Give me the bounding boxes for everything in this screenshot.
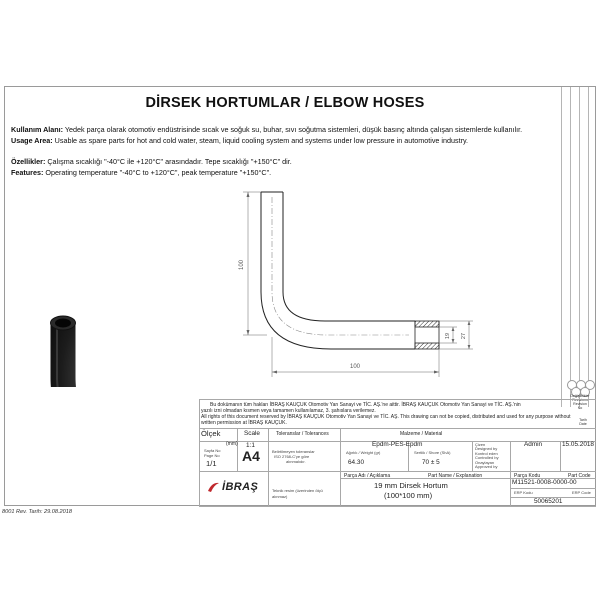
tolerance-note-1: Belirtilmeyen toleranslar [272,449,315,454]
elbow-hose-technical-drawing [5,87,597,387]
tolerance-label: Toleranslar / Tolerances [276,431,329,437]
material-value: Epdm-PES-Epdm [372,441,423,448]
designed-by-label-en: Designed by [475,446,498,451]
dim-inner-text: 19 [445,332,451,340]
designed-by-label-tr: Çizen [475,442,486,447]
scale-value: 1:1 [246,442,255,449]
tolerance-note-3: alınmalıdır. [286,459,306,464]
part-name-label-en: Part Name / Explanation [428,473,483,479]
page-label: Page No [204,453,220,458]
part-name-label-tr: Parça Adı / Açıklama [344,473,391,479]
technical-note-1: Teknik resim (üzerinden ölçü [272,488,323,493]
technical-note-2: alınmaz) [272,494,288,499]
hardness-label: Sertlik / Shore (ShA) [414,450,451,455]
usage-en-text: Usable as spare parts for hot and cold water, steam, liquid cooling system and systems under low pressure in automotive industry. [52,136,469,145]
section-hatch-bottom [415,343,439,349]
controlled-by-label-tr: Kontrol eden [475,451,498,456]
section-hatch-top [415,321,439,327]
footer-revision-text: 8001 Rev. Tarih: 29.08.2018 [2,509,72,515]
approved-by-label-tr: Onaylayan [475,460,495,465]
features-tr-text: Çalışma sıcaklığı "-40°C ile +120°C" arasındadır. Tepe sıcaklığı "+150°C" dir. [45,157,292,166]
approved-by-label-en: Approved by [475,464,498,469]
olcek-label: Ölçek [201,429,221,438]
erp-value: 50065201 [534,498,563,505]
part-name-value: 19 mm Dirsek Hortum [374,481,448,490]
erp-label-en: ERP Code [572,490,591,495]
hose-3d-illustration [51,316,159,387]
features-en-label: Features: [11,168,44,177]
company-logo [206,480,258,494]
controlled-by-label-en: Controlled by [475,455,499,460]
dim-width-text: 100 [349,364,361,370]
designer-value: Admin [524,441,543,448]
hose-centerline [272,197,409,335]
weight-value: 64.30 [348,459,364,466]
revisions-label: Değişiklikler Revisions Revision No [570,394,590,410]
tolerance-note-2: ISO 2768-C'ye göre [274,454,310,459]
paper-size: A4 [242,448,260,464]
logo-swoosh-icon [206,480,220,494]
part-code-value: M11521-0008-0000-00 [512,479,577,486]
part-name-value-2: (100*100 mm) [384,491,433,500]
hardness-value: 70 ± 5 [422,459,440,466]
dim-height-text: 100 [239,259,245,271]
hose-inner-profile [283,192,415,321]
features-tr-label: Özellikler: [11,157,46,166]
copyright-notice-en2: written permission at İBRAŞ KAUÇUK. [201,420,287,426]
scale-label: Scale [244,430,260,437]
revision-date-label: Tarih Date [579,418,587,426]
drawing-sheet [4,86,596,506]
features-en-text: Operating temperature "-40°C to +120°C", peak temperature "+150°C". [43,168,272,177]
usage-en-label: Usage Area: [11,136,53,145]
hose-outer-profile [261,192,415,349]
part-code-label-tr: Parça Kodu [514,473,541,479]
usage-tr-text: Yedek parça olarak otomotiv endüstrisinde sıcak ve soğuk su, buhar, sıvı soğutma sistemleri, düşük basınç altında çalışan sistemlerde kullanılır. [63,125,523,134]
copyright-notice-tr2: yazılı izni olmadan kısmen veya tamamen kullanılamaz, 3. şahıslara verilemez. [201,408,376,414]
weight-label: Ağırlık / Weight (gr) [346,450,381,455]
page-value: 1/1 [206,459,217,468]
erp-label-tr: ERP Kodu [514,490,533,495]
sayfa-label: Sayfa No [204,448,221,453]
usage-tr-label: Kullanım Alanı: [11,125,64,134]
logo-text: İBRAŞ [222,481,259,493]
copyright-notice-en: All rights of this document reserved by İBRAŞ KAUÇUK Otomotiv Yan Sanayi ve TİC. AŞ. This drawing can not be copied, distributed and used for any purpose without [201,414,571,420]
material-label: Malzeme / Material [400,431,443,437]
date-value: 15.05.2018 [562,441,594,448]
part-code-label-en: Part Code [568,473,591,479]
unit-label: (mm) [226,441,238,447]
dim-outer-text: 27 [461,332,467,340]
page-title: DİRSEK HORTUMLAR / ELBOW HOSES [145,95,425,111]
copyright-notice-tr: Bu dokümanın tüm hakları İBRAŞ KAUÇUK Otomotiv Yan Sanayi ve TİC. AŞ.'ne aittir. İBRAŞ KAUÇUK Otomotiv Yan Sanayi ve TİC. AŞ.'nin [210,402,521,408]
